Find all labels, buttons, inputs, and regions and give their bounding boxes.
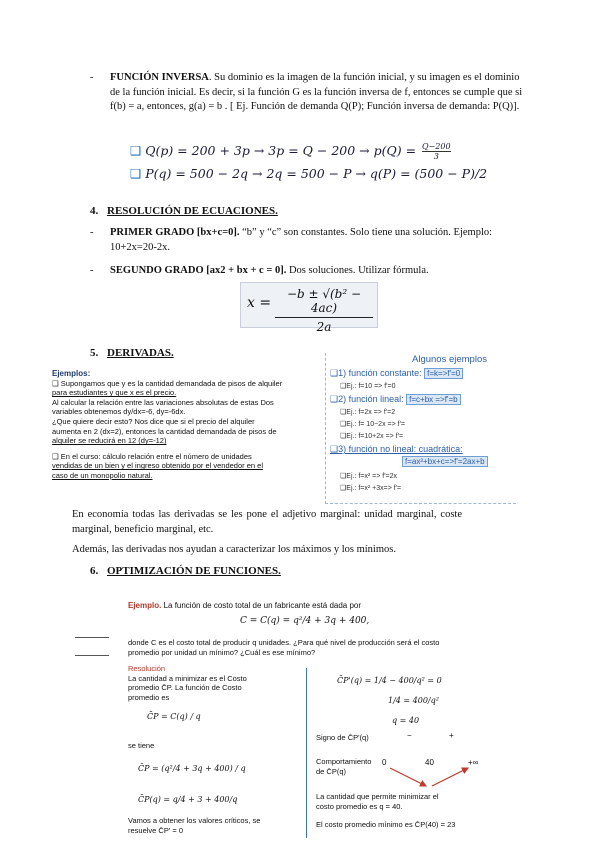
- behaviour-arrows: [380, 762, 480, 794]
- first-grade-text: “b” y “c” son constantes. Solo tiene una solución. Ejemplo: 10+2x=20-2x.: [110, 227, 493, 253]
- ejemplo-line: ❑ Supongamos que y es la cantidad demandada de pisos de alquiler: [52, 378, 283, 388]
- formula-text: Q(p) = 200 + 3p → 3p = Q − 200 → p(Q) =: [145, 143, 417, 158]
- case-example: ❑Ej.: f=x² +3x=> f'=: [340, 485, 402, 492]
- ejemplo-line: aumenta en 2 (dx=2), entonces la cantidad demandada de pisos de: [52, 426, 277, 436]
- case-2: [330, 394, 461, 405]
- algunos-title: Algunos ejemplos: [412, 354, 487, 365]
- second-grade-text: Dos soluciones. Utilizar fórmula.: [286, 265, 429, 276]
- inverse-formula-2: [130, 166, 487, 181]
- checkbox-icon: ❑: [130, 143, 142, 158]
- case-label: ❑3) función no lineal: cuadrática:: [330, 444, 463, 454]
- derivative-eq-3: q = 40: [392, 716, 420, 725]
- section-number: 4.: [90, 205, 99, 217]
- conclusion-text: [316, 792, 439, 811]
- quad-numerator: −b ± √(b² − 4ac): [275, 287, 373, 318]
- axis-forty: 40: [425, 758, 434, 767]
- case-example: ❑Ej.: f=2x => f'=2: [340, 409, 396, 416]
- bullet: -: [90, 265, 94, 276]
- ejemplo-line: ❑ En el curso: cálculo relación entre el número de unidades: [52, 451, 252, 461]
- vamos-line: Vamos a obtener los valores críticos, se: [128, 816, 261, 825]
- ejemplo-line: vendidas de un bien y el ingreso obtenido por el vendedor en el: [52, 461, 263, 471]
- cp-definition: C̄P = C(q) / q: [147, 712, 201, 721]
- ejemplo-line: Al calcular la relación entre las variaciones absolutas de estas Dos: [52, 397, 274, 407]
- section-4-heading: [90, 205, 278, 217]
- derivative-eq-1: C̄P'(q) = 1/4 − 400/q² = 0: [337, 676, 442, 685]
- ejemplo-line: caso de un monopolio natural.: [52, 470, 153, 480]
- decreasing-arrow: [390, 768, 426, 786]
- column-divider: [306, 668, 307, 838]
- ejemplo-line: ¿Que quiere decir esto? Nos dice que si el precio del alquiler: [52, 416, 255, 426]
- case-rule-box: f=k=>f'=0: [424, 368, 463, 379]
- algunos-ejemplos-image: [325, 353, 516, 504]
- resolucion-column: [128, 664, 303, 702]
- ejemplos-image: [52, 369, 314, 481]
- resolucion-title: Resolución: [128, 664, 166, 673]
- minimo-text: El costo promedio mínimo es C̄P(40) = 23: [316, 820, 456, 829]
- inverse-text: . Su dominio es la imagen de la función inicial, y su imagen es el dominio de la función inicial. Es decir, si la función G es la función inversa de f, entonces se cumple que si f(b) = a, entonces, g(a) = b . [ Ej. Función de demanda Q(P); Función inversa de demanda: P(Q)].: [110, 72, 523, 112]
- formula-numerator: Q−200: [422, 142, 451, 151]
- sign-minus: −: [407, 731, 412, 740]
- formula-denominator: 3: [433, 152, 439, 161]
- section-title: DERIVADAS.: [107, 347, 174, 359]
- conclusion-line: La cantidad que permite minimizar el: [316, 792, 439, 801]
- cp-expanded: C̄P = (q²/4 + 3q + 400) / q: [138, 764, 246, 773]
- case-label: ❑1) función constante:: [330, 368, 422, 378]
- ejemplo-intro: [128, 601, 528, 610]
- case-1: [330, 368, 463, 379]
- ejemplo-line: alquiler se reducirá en 12 (dy=-12): [52, 436, 167, 446]
- bullet: -: [90, 227, 94, 238]
- bullet: -: [90, 72, 94, 83]
- sign-plus: +: [449, 731, 454, 740]
- signo-label: Signo de C̄P'(q): [316, 733, 369, 742]
- section-number: 5.: [90, 347, 99, 359]
- section-number: 6.: [90, 565, 99, 577]
- section-title: OPTIMIZACIÓN DE FUNCIONES.: [107, 565, 281, 577]
- inverse-formula-1: [130, 142, 451, 161]
- derivative-eq-2: 1/4 = 400/q²: [388, 696, 439, 705]
- case-example: ❑Ej.: f=x² => f'=2x: [340, 473, 398, 480]
- section-5-heading: [90, 347, 174, 359]
- vamos-text: [128, 816, 260, 835]
- ejemplo-label: Ejemplo.: [128, 601, 162, 610]
- maximos-minimos-paragraph: Además, las derivadas nos ayudan a caracterizar los máximos y los mínimos.: [72, 544, 396, 555]
- quadratic-formula-box: [240, 282, 378, 334]
- inverse-title: FUNCIÓN INVERSA: [110, 72, 209, 83]
- conclusion-line: costo promedio es q = 40.: [316, 801, 403, 811]
- resolucion-line: La cantidad a minimizar es el Costo: [128, 673, 247, 683]
- vamos-line: resuelve C̄P' = 0: [128, 825, 184, 835]
- resolucion-line: promedio es: [128, 692, 170, 702]
- quad-denominator: 2a: [316, 320, 332, 334]
- ejemplo-text: La función de costo total de un fabricante está dada por: [161, 601, 362, 610]
- se-tiene: se tiene: [128, 741, 155, 750]
- case-example: ❑Ej.: f= 10−2x => f'=: [340, 421, 406, 428]
- economia-paragraph: En economía todas las derivadas se les pone el adjetivo marginal: unidad marginal, coste marginal, beneficio marginal, etc.: [72, 509, 462, 535]
- divider: [75, 655, 109, 656]
- increasing-arrow: [432, 768, 468, 786]
- cost-function: C = C(q) = q²/4 + 3q + 400,: [240, 616, 370, 626]
- axis-infinity: +∞: [468, 758, 479, 767]
- inverse-paragraph: [90, 71, 530, 115]
- formula-text: P(q) = 500 − 2q → 2q = 500 − P → q(P) = (500 − P)/2: [145, 166, 488, 181]
- first-grade-paragraph: [90, 226, 530, 255]
- section-6-heading: [90, 565, 281, 577]
- case-rule-box: f=c+bx =>f'=b: [406, 394, 460, 405]
- second-grade-title: SEGUNDO GRADO [ax2 + bx + c = 0].: [110, 265, 287, 276]
- case-example: ❑Ej.: f=10+2x => f'=: [340, 433, 404, 440]
- case-example: ❑Ej.: f=10 => f'=0: [340, 383, 396, 390]
- cp-simplified: C̄P(q) = q/4 + 3 + 400/q: [138, 795, 238, 804]
- divider: [75, 637, 109, 638]
- first-grade-title: PRIMER GRADO [bx+c=0].: [110, 227, 240, 238]
- second-grade-paragraph: [90, 264, 530, 279]
- case-label: ❑2) función lineal:: [330, 394, 404, 404]
- section-title: RESOLUCIÓN DE ECUACIONES.: [107, 205, 278, 217]
- axis-zero: 0: [382, 758, 387, 767]
- ejemplo-line: para estudiantes y que x es el precio.: [52, 388, 177, 398]
- checkbox-icon: ❑: [130, 166, 142, 181]
- quad-lhs: x =: [247, 295, 272, 311]
- resolucion-line: promedio C̄P. La función de Costo: [128, 683, 242, 692]
- ejemplo-line: variables obtenemos dy/dx=-6, dy=-6dx.: [52, 407, 186, 417]
- ejemplos-title: Ejemplos:: [52, 369, 91, 378]
- case-rule-box: f=ax²+bx+c=>f'=2ax+b: [402, 456, 488, 467]
- donde-text: donde C es el costo total de producir q unidades. ¿Para qué nivel de producción será el costo promedio por unidad un mínimo? ¿Cuál es ese mínimo?: [128, 638, 440, 657]
- comportamiento-label: Comportamiento de C̄P(q): [316, 757, 372, 776]
